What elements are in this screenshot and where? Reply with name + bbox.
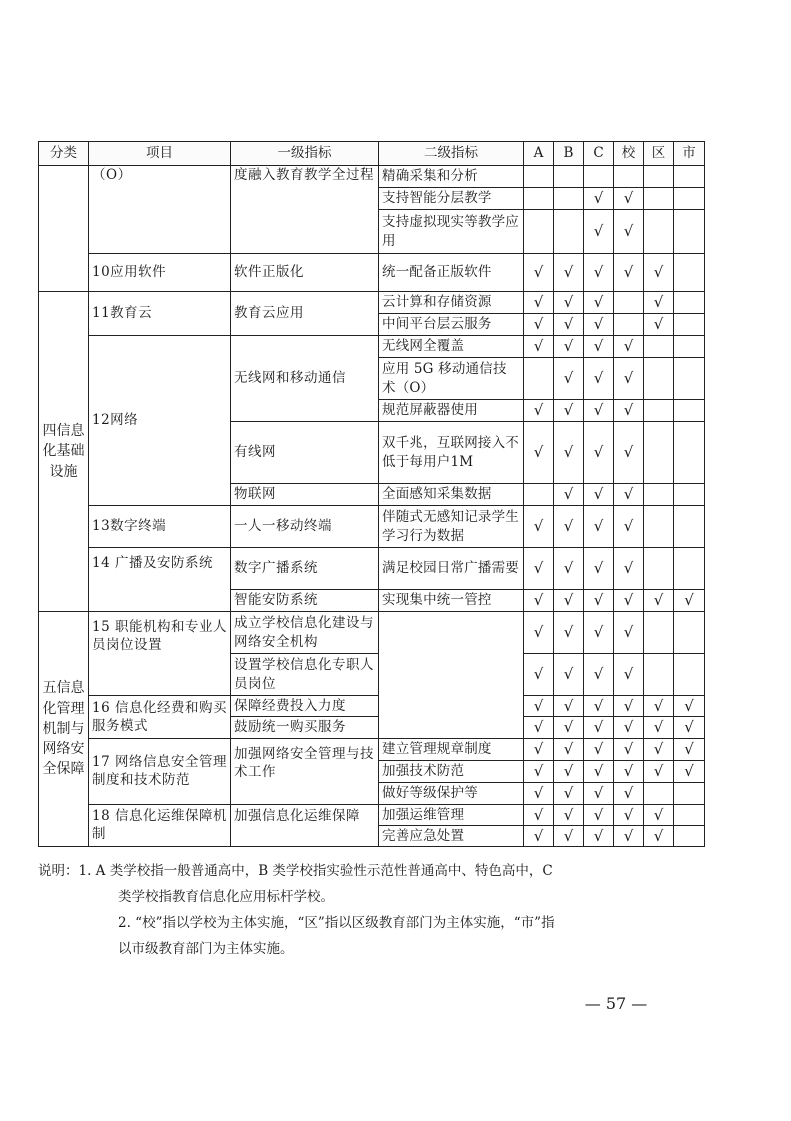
- mark-district: [644, 782, 674, 804]
- level2-cell: 做好等级保护等: [379, 782, 524, 804]
- mark-school: √: [614, 254, 644, 292]
- mark-school: [614, 166, 644, 188]
- mark-c: √: [584, 825, 614, 846]
- mark-school: √: [614, 825, 644, 846]
- mark-b: [554, 188, 584, 210]
- mark-c: [584, 166, 614, 188]
- mark-c: √: [584, 548, 614, 590]
- mark-b: √: [554, 717, 584, 738]
- mark-city: [674, 782, 705, 804]
- note-line: 类学校指教育信息化应用标杆学校。: [118, 889, 334, 905]
- mark-b: √: [554, 254, 584, 292]
- mark-school: [614, 314, 644, 336]
- mark-district: [644, 400, 674, 422]
- table-row: [39, 738, 705, 760]
- level2-cell: 统一配备正版软件: [379, 254, 524, 292]
- project-cell: 11教育云: [89, 292, 231, 336]
- mark-a: √: [524, 738, 554, 760]
- mark-b: √: [554, 422, 584, 484]
- mark-district: [644, 188, 674, 210]
- project-cell: 16 信息化经费和购买服务模式: [89, 696, 231, 739]
- level2-cell: 云计算和存储资源: [379, 292, 524, 314]
- mark-school: √: [614, 484, 644, 506]
- mark-school: √: [614, 210, 644, 254]
- project-cell: 10应用软件: [89, 254, 231, 292]
- level2-cell: 实现集中统一管控: [379, 590, 524, 612]
- mark-b: √: [554, 760, 584, 782]
- mark-a: √: [524, 825, 554, 846]
- mark-b: √: [554, 590, 584, 612]
- project-cell: 13数字终端: [89, 506, 231, 548]
- mark-c: √: [584, 654, 614, 696]
- level1-cell: 软件正版化: [231, 254, 379, 292]
- table-row: [39, 506, 705, 548]
- mark-school: √: [614, 358, 644, 400]
- mark-b: √: [554, 548, 584, 590]
- mark-city: [674, 358, 705, 400]
- category-cell: 五信息化管理机制与网络安全保障: [39, 612, 89, 847]
- mark-school: √: [614, 590, 644, 612]
- header-project: 项目: [89, 142, 231, 166]
- header-c: C: [584, 142, 614, 166]
- level1-cell: 鼓励统一购买服务: [231, 717, 379, 738]
- mark-district: [644, 422, 674, 484]
- level1-cell: 加强网络安全管理与技术工作: [231, 738, 379, 804]
- mark-city: [674, 612, 705, 654]
- mark-district: [644, 506, 674, 548]
- mark-c: √: [584, 400, 614, 422]
- table-row: [39, 292, 705, 314]
- mark-district: [644, 336, 674, 358]
- level1-cell: 数字广播系统: [231, 548, 379, 590]
- note-line: 说明：1. A 类学校指一般普通高中，B 类学校指实验性示范性普通高中、特色高中，C: [38, 863, 553, 879]
- level1-cell: 教育云应用: [231, 292, 379, 336]
- mark-district: [644, 548, 674, 590]
- header-city: 市: [674, 142, 705, 166]
- table-row: [39, 166, 705, 188]
- mark-city: [674, 336, 705, 358]
- mark-a: √: [524, 782, 554, 804]
- mark-city: [674, 422, 705, 484]
- level2-cell: 建立管理规章制度: [379, 738, 524, 760]
- mark-a: [524, 188, 554, 210]
- mark-a: √: [524, 612, 554, 654]
- mark-b: √: [554, 804, 584, 825]
- mark-city: [674, 254, 705, 292]
- table-row: [39, 804, 705, 825]
- header-level1: 一级指标: [231, 142, 379, 166]
- mark-a: √: [524, 400, 554, 422]
- mark-a: √: [524, 254, 554, 292]
- mark-district: [644, 166, 674, 188]
- mark-district: √: [644, 717, 674, 738]
- table-row: [39, 548, 705, 590]
- mark-school: √: [614, 548, 644, 590]
- mark-b: √: [554, 738, 584, 760]
- mark-city: [674, 292, 705, 314]
- header-category: 分类: [39, 142, 89, 166]
- project-cell: （O）: [89, 166, 231, 254]
- mark-a: √: [524, 590, 554, 612]
- level1-cell: 度融入教育教学全过程: [231, 166, 379, 254]
- mark-b: √: [554, 612, 584, 654]
- mark-c: √: [584, 358, 614, 400]
- project-cell: 12网络: [89, 336, 231, 506]
- mark-a: √: [524, 422, 554, 484]
- mark-a: [524, 484, 554, 506]
- mark-a: √: [524, 654, 554, 696]
- level1-cell: 无线网和移动通信: [231, 336, 379, 422]
- mark-c: √: [584, 336, 614, 358]
- mark-district: √: [644, 254, 674, 292]
- mark-district: √: [644, 696, 674, 717]
- mark-district: [644, 654, 674, 696]
- level2-cell: 加强技术防范: [379, 760, 524, 782]
- mark-school: √: [614, 336, 644, 358]
- mark-a: √: [524, 696, 554, 717]
- category-cell: 四信息化基础设施: [39, 292, 89, 612]
- level2-cell: 加强运维管理: [379, 804, 524, 825]
- mark-school: √: [614, 422, 644, 484]
- mark-b: √: [554, 696, 584, 717]
- mark-city: √: [674, 590, 705, 612]
- mark-district: √: [644, 738, 674, 760]
- level2-cell: 无线网全覆盖: [379, 336, 524, 358]
- mark-a: [524, 358, 554, 400]
- mark-district: √: [644, 314, 674, 336]
- mark-a: √: [524, 760, 554, 782]
- mark-district: [644, 612, 674, 654]
- level1-cell: 加强信息化运维保障: [231, 804, 379, 847]
- level2-cell: 支持智能分层教学: [379, 188, 524, 210]
- mark-district: [644, 484, 674, 506]
- level2-cell: 伴随式无感知记录学生学习行为数据: [379, 506, 524, 548]
- level1-cell: 保障经费投入力度: [231, 696, 379, 717]
- mark-b: √: [554, 654, 584, 696]
- mark-school: √: [614, 612, 644, 654]
- mark-c: √: [584, 782, 614, 804]
- mark-district: √: [644, 825, 674, 846]
- level2-cell: 规范屏蔽器使用: [379, 400, 524, 422]
- mark-b: √: [554, 292, 584, 314]
- mark-district: [644, 358, 674, 400]
- project-cell: 14 广播及安防系统: [89, 548, 231, 612]
- header-level2: 二级指标: [379, 142, 524, 166]
- level2-cell: 精确采集和分析: [379, 166, 524, 188]
- mark-school: √: [614, 506, 644, 548]
- mark-c: √: [584, 696, 614, 717]
- table-row: [39, 696, 705, 717]
- mark-a: [524, 210, 554, 254]
- mark-c: √: [584, 506, 614, 548]
- header-school: 校: [614, 142, 644, 166]
- mark-c: √: [584, 484, 614, 506]
- level2-cell: 满足校园日常广播需要: [379, 548, 524, 590]
- level1-cell: 智能安防系统: [231, 590, 379, 612]
- level2-cell: 完善应急处置: [379, 825, 524, 846]
- mark-city: √: [674, 717, 705, 738]
- table-row: [39, 612, 705, 654]
- table-row: [39, 336, 705, 358]
- mark-a: √: [524, 506, 554, 548]
- mark-c: √: [584, 738, 614, 760]
- mark-b: √: [554, 314, 584, 336]
- mark-district: √: [644, 760, 674, 782]
- mark-b: √: [554, 358, 584, 400]
- mark-c: √: [584, 612, 614, 654]
- mark-a: [524, 166, 554, 188]
- mark-c: √: [584, 254, 614, 292]
- mark-a: √: [524, 548, 554, 590]
- mark-b: √: [554, 336, 584, 358]
- note-line: 2. “校”指以学校为主体实施，“区”指以区级教育部门为主体实施，“市”指: [118, 915, 555, 931]
- header-district: 区: [644, 142, 674, 166]
- level2-cell: 中间平台层云服务: [379, 314, 524, 336]
- level1-cell: 物联网: [231, 484, 379, 506]
- mark-city: √: [674, 738, 705, 760]
- mark-city: [674, 825, 705, 846]
- category-cell: [39, 166, 89, 292]
- mark-c: √: [584, 422, 614, 484]
- mark-city: [674, 506, 705, 548]
- mark-city: [674, 188, 705, 210]
- level2-cell: 支持虚拟现实等教学应用: [379, 210, 524, 254]
- mark-b: √: [554, 400, 584, 422]
- mark-city: √: [674, 696, 705, 717]
- mark-district: [644, 210, 674, 254]
- indicator-table: [38, 141, 705, 847]
- mark-school: √: [614, 738, 644, 760]
- mark-c: √: [584, 760, 614, 782]
- mark-school: √: [614, 717, 644, 738]
- header-b: B: [554, 142, 584, 166]
- mark-a: √: [524, 314, 554, 336]
- mark-c: √: [584, 292, 614, 314]
- mark-c: √: [584, 210, 614, 254]
- mark-school: √: [614, 696, 644, 717]
- mark-b: √: [554, 484, 584, 506]
- mark-district: √: [644, 590, 674, 612]
- table-header-row: [39, 142, 705, 166]
- mark-school: [614, 292, 644, 314]
- level2-cell: 双千兆，互联网接入不低于每用户1M: [379, 422, 524, 484]
- mark-district: √: [644, 804, 674, 825]
- mark-b: [554, 210, 584, 254]
- mark-a: √: [524, 804, 554, 825]
- mark-school: √: [614, 804, 644, 825]
- page-number: — 57 —: [584, 994, 648, 1013]
- mark-a: √: [524, 292, 554, 314]
- header-a: A: [524, 142, 554, 166]
- mark-b: [554, 166, 584, 188]
- mark-c: √: [584, 590, 614, 612]
- note-line: 以市级教育部门为主体实施。: [118, 941, 294, 957]
- mark-a: √: [524, 336, 554, 358]
- level1-cell: 设置学校信息化专职人员岗位: [231, 654, 379, 696]
- mark-city: [674, 654, 705, 696]
- mark-city: [674, 400, 705, 422]
- level2-cell: 应用 5G 移动通信技术（O）: [379, 358, 524, 400]
- mark-c: √: [584, 717, 614, 738]
- table-row: [39, 254, 705, 292]
- mark-city: [674, 210, 705, 254]
- notes-block: [38, 858, 678, 962]
- level1-cell: 成立学校信息化建设与网络安全机构: [231, 612, 379, 654]
- level2-cell: [379, 612, 524, 739]
- project-cell: 17 网络信息安全管理制度和技术防范: [89, 738, 231, 804]
- mark-b: √: [554, 825, 584, 846]
- mark-school: √: [614, 760, 644, 782]
- mark-district: √: [644, 292, 674, 314]
- mark-b: √: [554, 782, 584, 804]
- mark-school: √: [614, 654, 644, 696]
- mark-school: √: [614, 188, 644, 210]
- mark-b: √: [554, 506, 584, 548]
- level1-cell: 有线网: [231, 422, 379, 484]
- mark-c: √: [584, 804, 614, 825]
- mark-school: √: [614, 782, 644, 804]
- project-cell: 18 信息化运维保障机制: [89, 804, 231, 847]
- mark-a: √: [524, 717, 554, 738]
- project-cell: 15 职能机构和专业人员岗位设置: [89, 612, 231, 696]
- level2-cell: 全面感知采集数据: [379, 484, 524, 506]
- mark-city: [674, 166, 705, 188]
- mark-city: [674, 314, 705, 336]
- mark-c: √: [584, 314, 614, 336]
- mark-school: √: [614, 400, 644, 422]
- mark-city: [674, 548, 705, 590]
- mark-city: [674, 804, 705, 825]
- mark-c: √: [584, 188, 614, 210]
- mark-city: √: [674, 760, 705, 782]
- level1-cell: 一人一移动终端: [231, 506, 379, 548]
- mark-city: [674, 484, 705, 506]
